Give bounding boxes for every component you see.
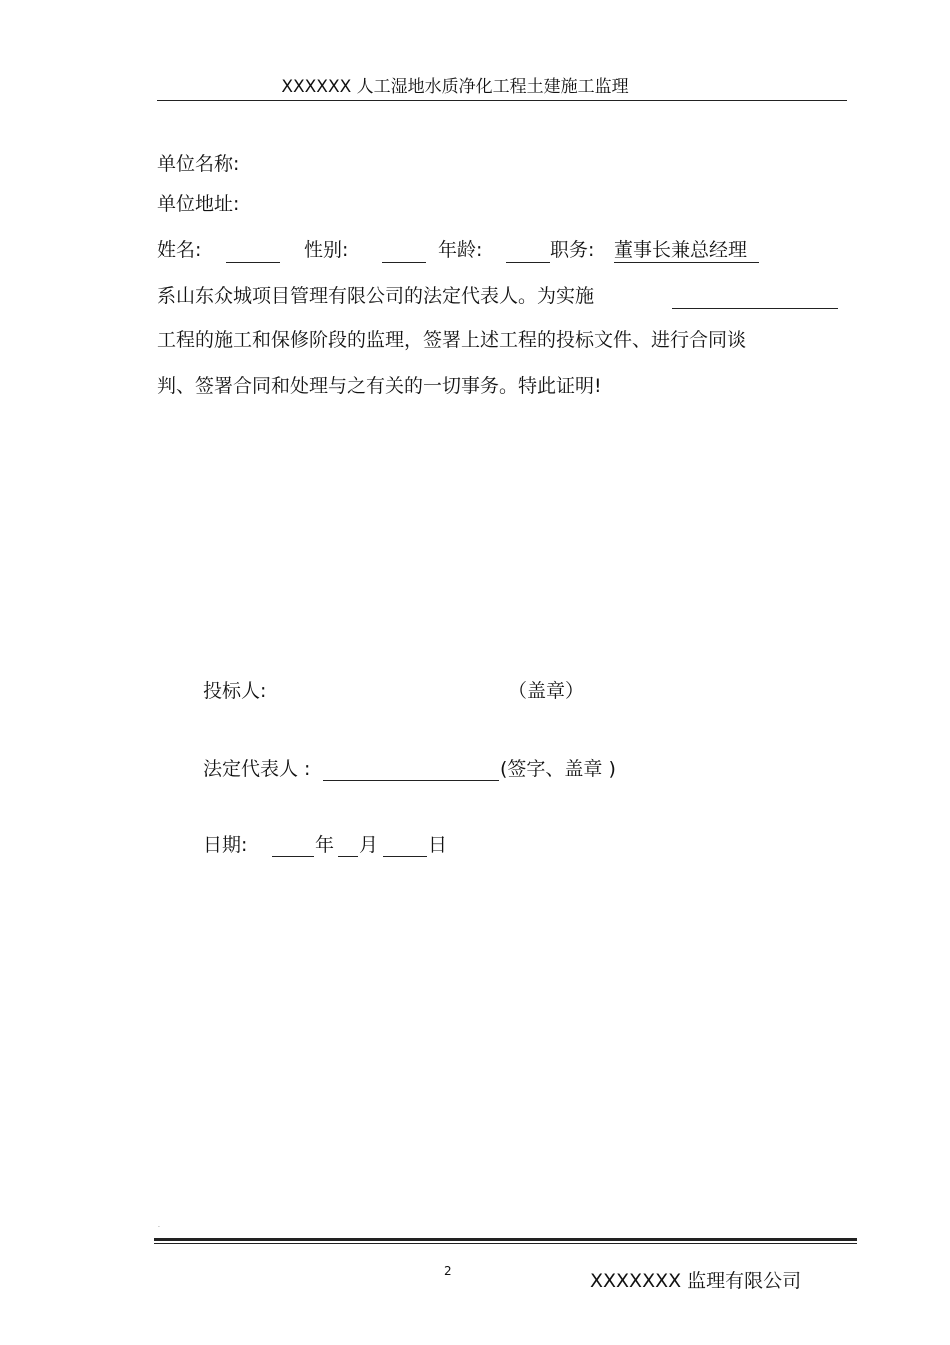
- statement-line-2: 工程的施工和保修阶段的监理，签署上述工程的投标文件、进行合同谈: [157, 329, 747, 351]
- month-label: 月: [359, 834, 379, 856]
- header-divider: [157, 100, 847, 101]
- month-blank: [338, 838, 358, 857]
- age-blank: [506, 244, 550, 263]
- page-number: 2: [444, 1264, 452, 1278]
- legal-rep-note: (签字、盖章 ): [500, 758, 616, 780]
- statement-line-1: 系山东众城项目管理有限公司的法定代表人。为实施: [157, 285, 595, 307]
- footer-divider-thick: [154, 1238, 857, 1241]
- page-header-title: XXXXXX 人工湿地水质净化工程土建施工监理: [281, 77, 629, 97]
- date-label: 日期:: [203, 834, 248, 856]
- legal-rep-blank: [323, 762, 499, 781]
- day-label: 日: [428, 834, 448, 856]
- bidder-label: 投标人:: [203, 680, 267, 702]
- gender-blank: [382, 244, 426, 263]
- name-blank: [226, 244, 280, 263]
- age-label: 年龄:: [438, 239, 483, 261]
- unit-address-label: 单位地址:: [157, 193, 240, 215]
- unit-name-label: 单位名称:: [157, 153, 240, 175]
- day-blank: [383, 838, 427, 857]
- legal-rep-label: 法定代表人 :: [203, 758, 311, 780]
- name-label: 姓名:: [157, 239, 202, 261]
- footer-company-name: XXXXXXX 监理有限公司: [590, 1270, 802, 1292]
- footer-divider-thin: [154, 1243, 857, 1244]
- position-label: 职务:: [550, 239, 595, 261]
- gender-label: 性别:: [304, 239, 349, 261]
- year-blank: [272, 838, 314, 857]
- project-name-blank: [672, 290, 838, 309]
- position-value: 董事长兼总经理: [614, 238, 759, 263]
- year-label: 年: [315, 834, 335, 856]
- statement-line-3: 判、签署合同和处理与之有关的一切事务。特此证明!: [157, 375, 602, 397]
- bidder-seal-note: （盖章）: [508, 680, 585, 702]
- footer-dot: .: [158, 1222, 160, 1229]
